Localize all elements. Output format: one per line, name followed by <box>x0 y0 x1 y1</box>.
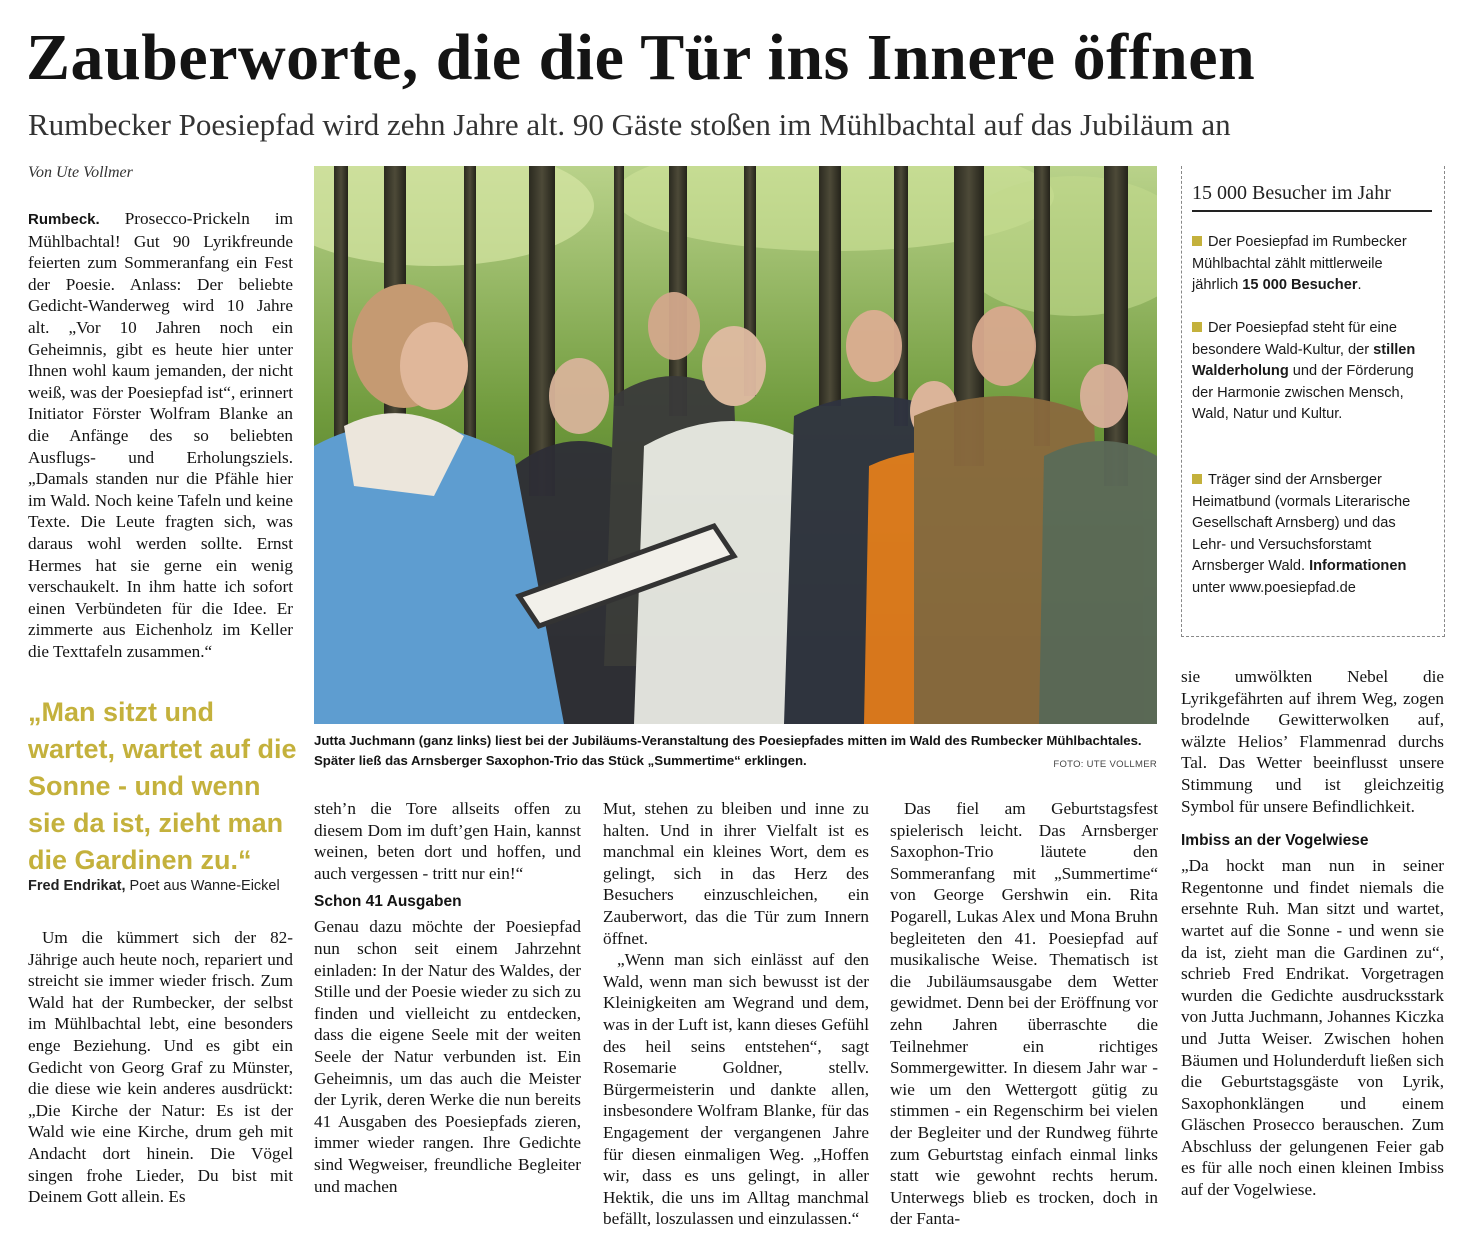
col5-paragraph-2: „Da hockt man nun in seiner Regentonne und findet niemals die ersehnte Ruh. Man sitzt und wartet, wartet auf die Sonne - und wenn sie da ist, zieht man die Gardinen zu“, schrieb Fred Endrikat. Vorgetragen wurden die Gedichte ausdrucksstark von Jutta Juchmann, Johannes Kiczka und Jutta Weiser. Zwischen hohen Bäumen und Holunderduft ließen sich die Geburtstagsgäste von Lyrik, Saxophonklängen und einem Gläschen Prosecco berauschen. Zum Abschluss der gelungenen Feier gab es für alle noch einen kleinen Imbiss auf der Vogelwiese. <box>1181 856 1444 1200</box>
subheading-imbiss: Imbiss an der Vogelwiese <box>1181 832 1369 850</box>
bullet-square-icon <box>1192 236 1202 246</box>
col3-paragraph-2: „Wenn man sich einlässt auf den Wald, wenn man sich bewusst ist der Kleinigkeiten am Wegrand und dem, was in der Luft ist, kann dieses Gefühl des heil seins entstehen“, sagt Rosemarie Goldner, stellv. Bürgermeisterin und dankte allen, insbesondere Wolfram Blanke, für das Engagement der vergangenen Jahre für diesen einmaligen Weg. „Hoffen wir, dass es uns gelingt, in aller Hektik, die uns im Alltag manchmal befällt, loszulassen und einzulassen.“ <box>603 950 869 1229</box>
col5-paragraph-1: sie umwölkten Nebel die Lyrikgefährten auf ihrem Weg, zogen brodelnde Gewitterwolken auf, wälzte Helios’ Flammenrad durchs Tal. Das Wetter beeinflusst unsere Stimmung und ist gleichzeitig Symbol für unsere Befindlichkeit. <box>1181 667 1444 816</box>
article-column-3 <box>603 798 869 1230</box>
article-column-4 <box>890 798 1158 1230</box>
article-column-1-bottom <box>28 927 293 1208</box>
subheadline: Rumbecker Poesiepfad wird zehn Jahre alt. 90 Gäste stoßen im Mühlbachtal auf das Jubiläum an <box>28 107 1231 142</box>
col4-paragraph-1: Das fiel am Geburtstagsfest spielerisch leicht. Das Arnsberger Saxophon-Trio läutete den Sommeranfang mit „Summertime“ von George Gershwin ein. Rita Pogarell, Lukas Alex und Mona Bruhn begleiteten den 41. Poesiepfad auf musikalische Weise. Thematisch ist die Jubiläumsausgabe dem Wetter gewidmet. Denn bei der Eröffnung vor zehn Jahren überraschte die Teilnehmer ein richtiges Sommergewitter. In diesem Jahr war - wie um den Wettergott gütig zu stimmen - ein Regenschirm bei vielen der Begleiter und der Rundweg führte zum Geburtstag einfach einmal links statt wie gewohnt rechts herum. Unterwegs blieb es trocken, doch in der Fanta- <box>890 799 1158 1229</box>
info-item-sponsors: Träger sind der Arnsberger Heimatbund (vormals Literarische Gesellschaft Arnsberg) und das Lehr- und Versuchsforstamt Arnsberger Wald. Informationen unter www.poesiepfad.de <box>1192 472 1411 596</box>
headline: Zauberworte, die die Tür ins Innere öffnen <box>26 21 1256 94</box>
info-box-title: 15 000 Besucher im Jahr <box>1192 182 1432 212</box>
pull-quote-attribution <box>28 878 308 894</box>
info-item-culture: Der Poesiepfad steht für eine besondere Wald-Kultur, der stillen Walderholung und der Förderung der Harmonie zwischen Mensch, Wald, Natur und Kultur. <box>1192 320 1416 423</box>
article-column-2 <box>314 798 581 1197</box>
col2-paragraph-1: steh’n die Tore allseits offen zu diesem Dom im duft’gen Hain, kannst weinen, beten dort und hoffen, und auch vergessen - tritt nur ein!“ <box>314 799 581 883</box>
col1-paragraph-1: Prosecco-Prickeln im Mühlbachtal! Gut 90 Lyrikfreunde feierten zum Sommeranfang ein Fest der Poesie. Anlass: Der beliebte Gedicht-Wanderweg wird 10 Jahre alt. „Vor 10 Jahren noch ein Geheimnis, gibt es heute hier unter Ihnen wohl kaum jemanden, der nicht weiß, was der Poesiepfad ist“, erinnert Initiator Förster Wolfram Blanke an die Anfänge des so beliebten Ausflugs- und Erholungsziels. „Damals standen nur die Pfähle hier im Wald. Noch keine Tafeln und keine Texte. Die Leute fragten sich, was daraus wohl werden sollte. Ernst Hermes hat sie gerne ein wenig verschaukelt. In ihm hatte ich sofort einen Verbündeten für die Idee. Er zimmerte aus Eichenholz im Keller die Texttafeln zusammen.“ <box>28 209 293 661</box>
forest-group-photo <box>314 166 1157 724</box>
subheading-ausgaben: Schon 41 Ausgaben <box>314 893 462 911</box>
article-photo <box>314 166 1157 724</box>
dateline: Rumbeck. <box>28 211 100 228</box>
bullet-square-icon <box>1192 474 1202 484</box>
quote-author: Fred Endrikat, <box>28 878 126 894</box>
quote-author-role: Poet aus Wanne-Eickel <box>125 878 280 894</box>
col1-paragraph-2: Um die kümmert sich der 82-Jährige auch heute noch, repariert und streicht sie immer wieder frisch. Zum Wald hat der Rumbecker, der selbst im Mühlbachtal lebt, eine besonders enge Beziehung. Und es gibt ein Gedicht von Georg Graf zu Münster, die diese wie kein anderes ausdrückt: „Die Kirche der Natur: Es ist der Wald wie eine Kirche, drum geh mit Andacht dort hinein. Die Vögel singen frohe Lieder, Du bist mit Deinem Gott allein. Es <box>28 928 293 1207</box>
photo-caption: Jutta Juchmann (ganz links) liest bei der Jubiläums-Veranstaltung des Poesiepfades mitten im Wald des Rumbecker Mühlbachtales. Später ließ das Arnsberger Saxophon-Trio das Stück „Summertime“ erklingen. <box>314 733 1142 768</box>
col2-paragraph-2: Genau dazu möchte der Poesiepfad nun schon seit einem Jahrzehnt einladen: In der Natur des Waldes, der Stille und der Poesie wieder zu sich zu finden und vielleicht zu entdecken, dass die eigene Seele mit der weiten Seele der Natur verbunden ist. Ein Geheimnis, um das auch die Meister der Lyrik, deren Werke die nun bereits 41 Ausgaben des Poesiepfads zieren, immer wieder rangen. Ihre Gedichte sind Wegweiser, freundliche Begleiter und machen <box>314 917 581 1196</box>
byline: Von Ute Vollmer <box>28 164 133 181</box>
bullet-square-icon <box>1192 322 1202 332</box>
photo-credit: FOTO: UTE VOLLMER <box>1053 759 1157 770</box>
info-item-visitors: Der Poesiepfad im Rumbecker Mühlbachtal zählt mittlerweile jährlich 15 000 Besucher. <box>1192 234 1407 294</box>
info-box <box>1181 166 1445 637</box>
article-column-1-top <box>28 208 293 662</box>
article-column-5 <box>1181 666 1444 1201</box>
pull-quote: „Man sitzt und wartet, wartet auf die Sonne - und wenn sie da ist, zieht man die Gardinen zu.“ <box>28 697 297 875</box>
col3-paragraph-1: Mut, stehen zu bleiben und inne zu halten. Und in ihrer Vielfalt ist es manchmal ein kleines Wort, dem es gelingt, sich in das Herz des Besuchers einzuschleichen, ein Zauberwort, das die Tür zum Innern öffnet. <box>603 799 869 948</box>
